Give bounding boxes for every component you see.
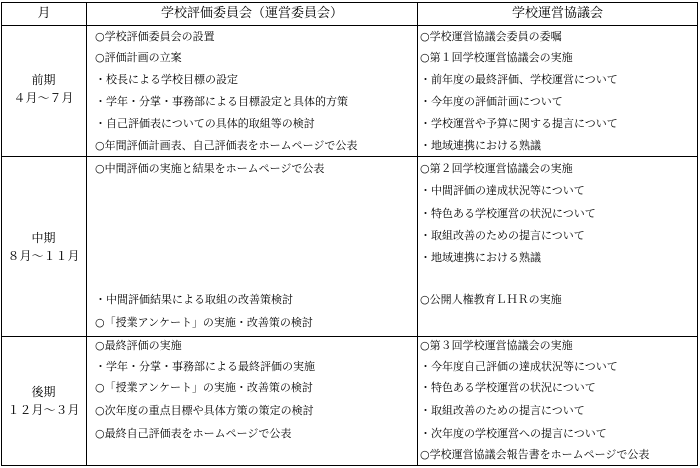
council-item: ・特色ある学校運営の状況について xyxy=(420,207,596,220)
council-item: ○学校運営協議会報告書をホームページで公表 xyxy=(420,448,650,461)
header-school-council: 学校運営協議会 xyxy=(511,6,603,21)
evaluation-item: ○「授業アンケート」の実施・改善策の検討 xyxy=(95,381,313,394)
table-border-bottom xyxy=(1,465,698,466)
evaluation-item: ・校長による学校目標の設定 xyxy=(95,73,238,86)
evaluation-item: ○学校評価委員会の設置 xyxy=(95,30,215,43)
period-cell xyxy=(2,229,85,265)
council-item: ・特色ある学校運営の状況について xyxy=(420,381,596,394)
period-months: １２月〜３月 xyxy=(7,403,80,417)
evaluation-item: ○次年度の重点目標や具体方策の策定の検討 xyxy=(95,404,314,417)
period-name: 前期 xyxy=(31,73,56,87)
evaluation-item: ・中間評価結果による取組の改善策検討 xyxy=(95,293,293,306)
evaluation-item: ○中間評価の実施と結果をホームページで公表 xyxy=(95,162,325,175)
council-item: ・取組改善のための提言について xyxy=(420,229,585,242)
evaluation-item: ○年間評価計画表、自己評価表をホームページで公表 xyxy=(95,139,358,152)
council-item: ・地域連携における熟議 xyxy=(420,251,541,264)
evaluation-item: ○「授業アンケート」の実施・改善策の検討 xyxy=(95,316,313,329)
evaluation-item: ・学年・分掌・事務部による目標設定と具体的方策 xyxy=(95,95,348,108)
period-name: 後期 xyxy=(31,385,56,399)
row-divider xyxy=(1,156,698,157)
council-item: ・今年度自己評価の達成状況等について xyxy=(420,360,618,373)
period-name: 中期 xyxy=(31,231,56,245)
table-border-right xyxy=(697,2,698,466)
council-item: ・今年度の評価計画について xyxy=(420,95,563,108)
council-item: ・地域連携における熟議 xyxy=(420,139,541,152)
table-border-top xyxy=(1,2,698,3)
evaluation-item: ○最終評価の実施 xyxy=(95,339,182,352)
header-evaluation-committee: 学校評価委員会（運営委員会） xyxy=(160,6,343,21)
evaluation-item: ○最終自己評価表をホームページで公表 xyxy=(95,427,292,440)
council-item: ○第１回学校運営協議会の実施 xyxy=(420,51,573,64)
evaluation-item: ・自己評価表についての具体的取組等の検討 xyxy=(95,117,315,130)
header-divider xyxy=(1,25,698,26)
council-item: ・前年度の最終評価、学校運営について xyxy=(420,73,618,86)
period-cell xyxy=(2,71,85,107)
council-item: ○第３回学校運営協議会の実施 xyxy=(420,339,573,352)
period-months: ４月〜７月 xyxy=(13,91,74,105)
council-item: ・取組改善のための提言について xyxy=(420,404,585,417)
column-divider xyxy=(417,2,418,466)
period-months: ８月〜１１月 xyxy=(7,249,80,263)
council-item: ○第２回学校運営協議会の実施 xyxy=(420,162,573,175)
council-item: ○学校運営協議会委員の委嘱 xyxy=(420,30,562,43)
period-cell xyxy=(2,383,85,419)
council-item: ・次年度の学校運営への提言について xyxy=(420,427,607,440)
council-item: ・学校運営や予算に関する提言について xyxy=(420,117,618,130)
council-item: ○公開人権教育ＬＨＲの実施 xyxy=(420,293,562,306)
evaluation-item: ・学年・分掌・事務部による最終評価の実施 xyxy=(95,360,315,373)
column-divider xyxy=(86,2,87,466)
council-item: ・中間評価の達成状況等について xyxy=(420,184,585,197)
header-month: 月 xyxy=(37,6,51,21)
evaluation-item: ○評価計画の立案 xyxy=(95,51,182,64)
